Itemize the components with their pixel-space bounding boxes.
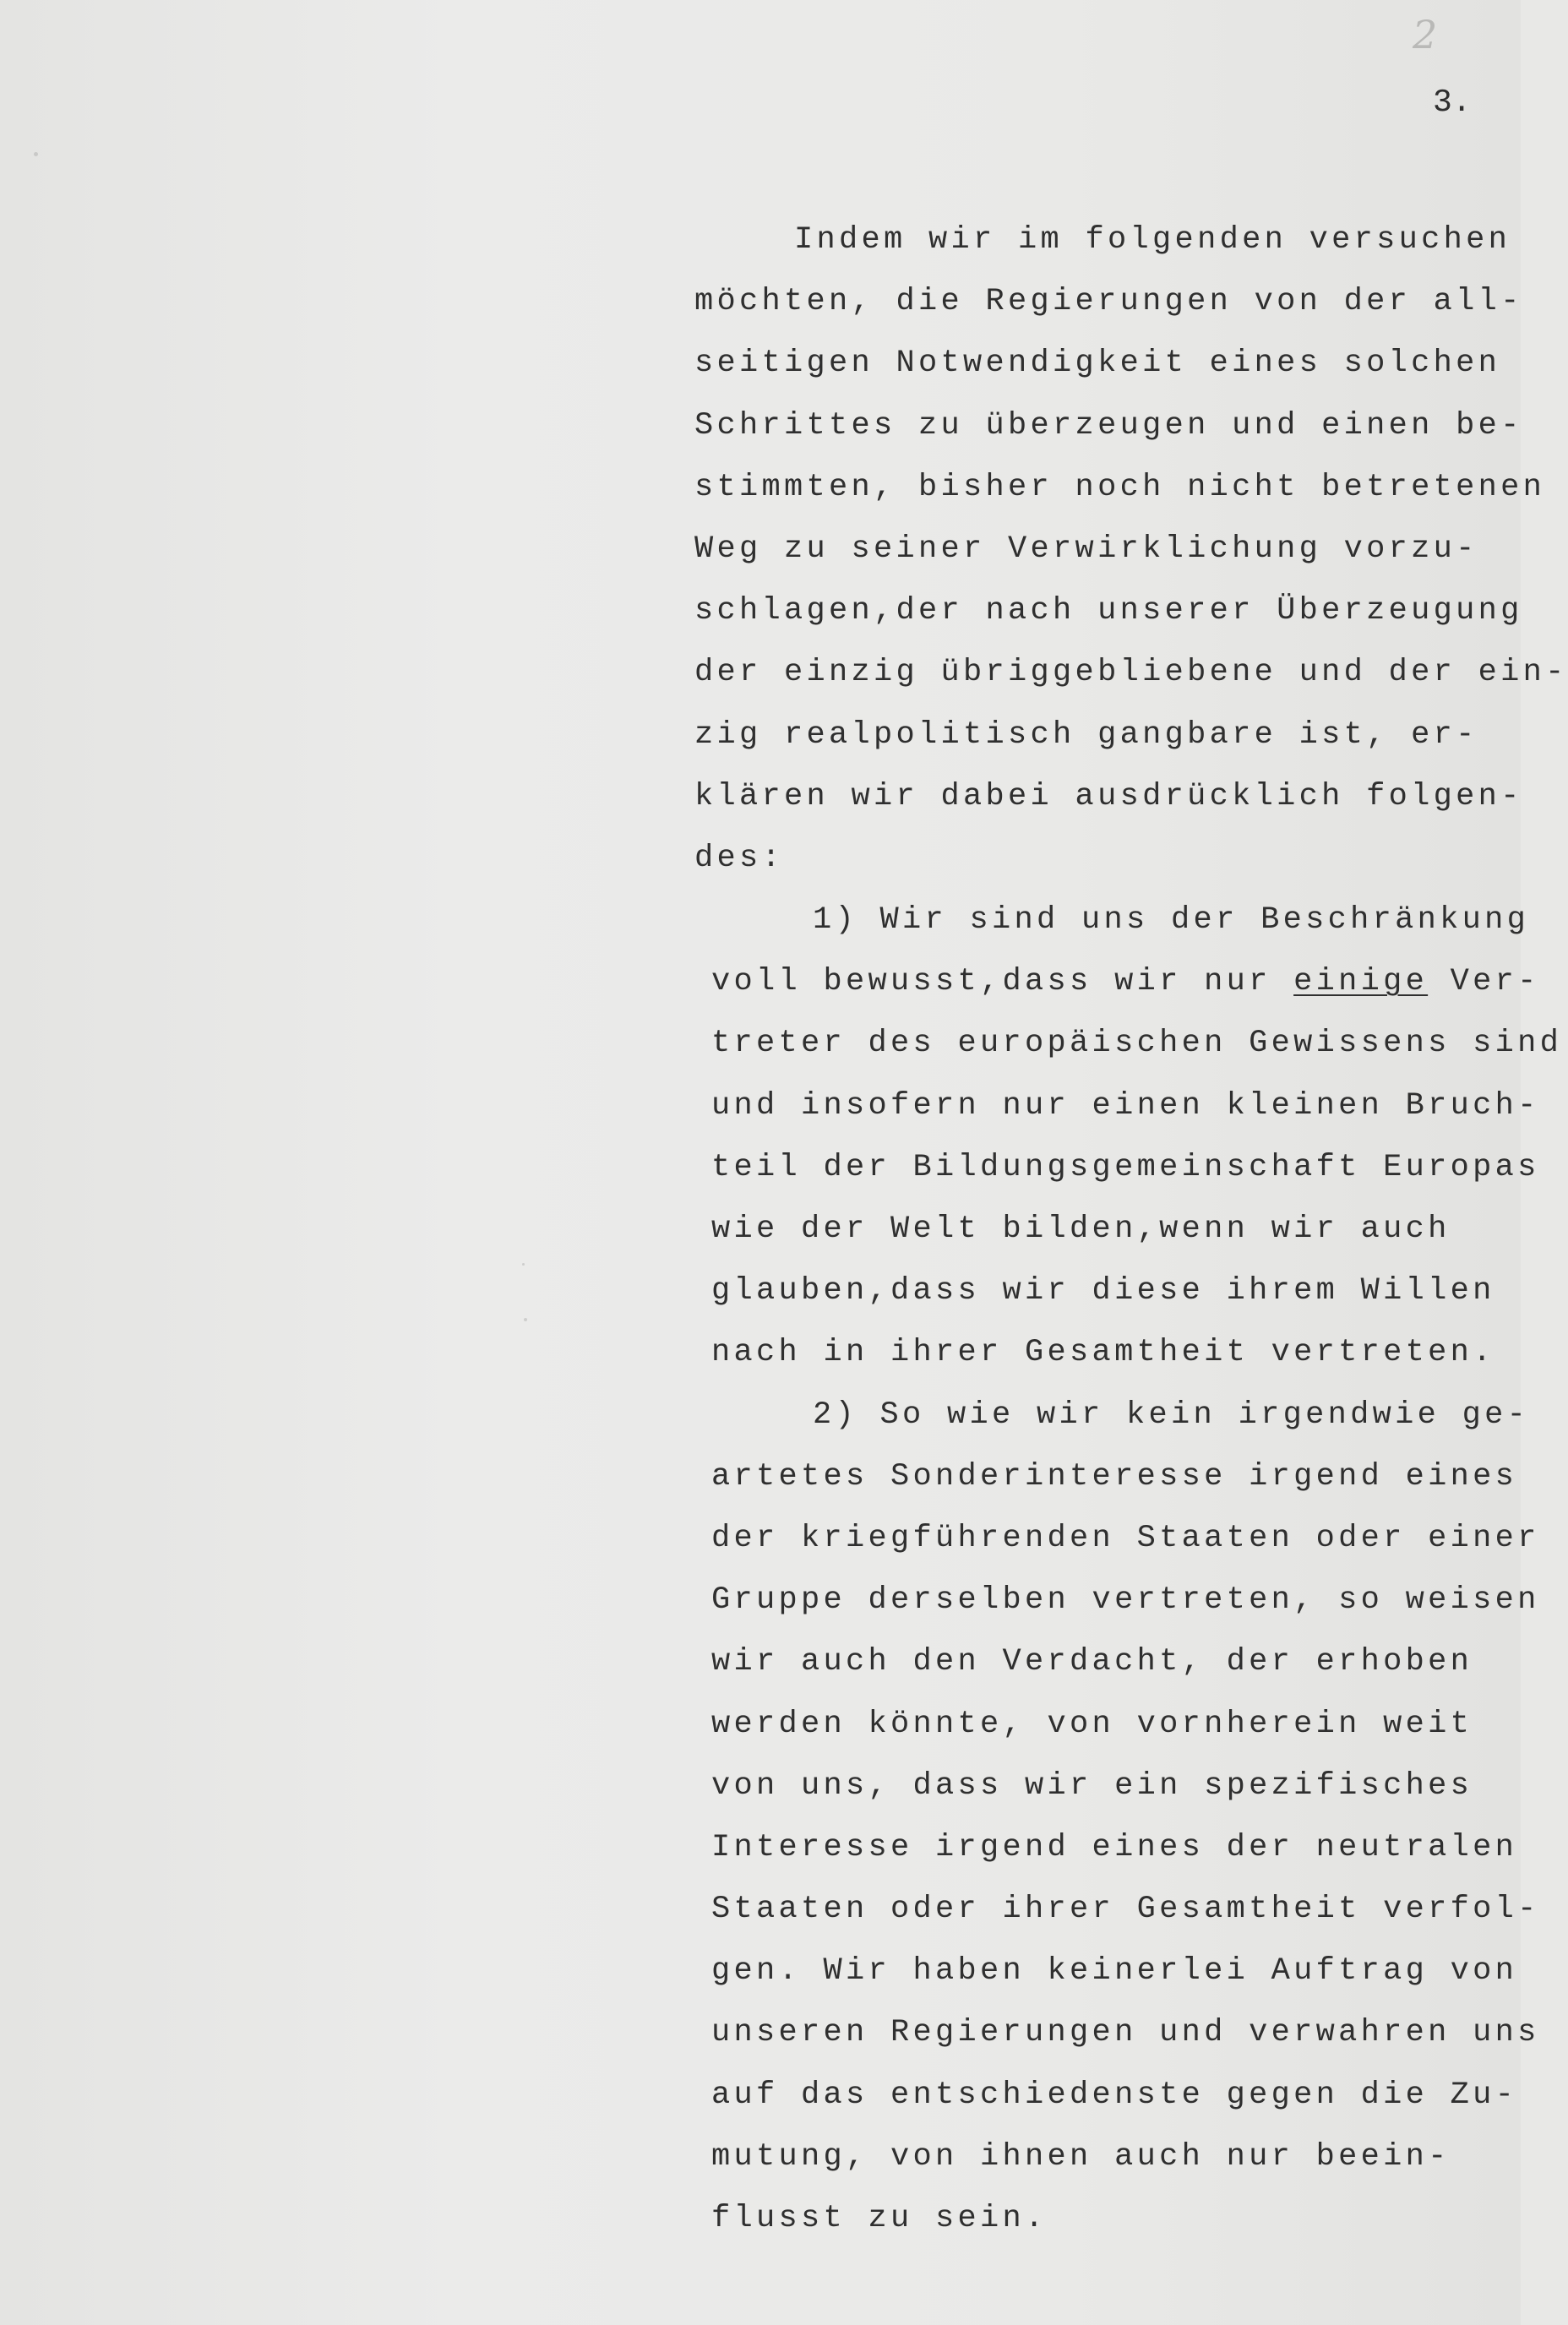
paper-speck [522,1263,525,1266]
text-line: stimmten, bisher noch nicht betretenen [694,469,1546,505]
body-text [694,210,1568,2250]
text-line: des: [694,840,785,876]
text-line: nach in ihrer Gesamtheit vertreten. [711,1335,1495,1371]
text-line: voll bewusst,dass wir nur einige Ver- [711,964,1540,1000]
text-line: mutung, von ihnen auch nur beein- [711,2138,1451,2175]
text-line: teil der Bildungsgemeinschaft Europas [711,1149,1540,1185]
text-line: 2) So wie wir kein irgendwie ge- [813,1397,1530,1433]
text-line: möchten, die Regierungen von der all- [694,284,1523,320]
paper-speck [34,152,38,156]
pencil-page-mark: 2 [1413,12,1438,57]
text-line: seitigen Notwendigkeit eines solchen [694,346,1501,382]
text-line: der einzig übriggebliebene und der ein- [694,655,1568,691]
text-line: schlagen,der nach unserer Überzeugung [694,593,1523,629]
text-line: Schrittes zu überzeugen und einen be- [694,407,1523,444]
text-line: von uns, dass wir ein spezifisches [711,1767,1473,1804]
text-line: unseren Regierungen und verwahren uns [711,2015,1540,2051]
paper-speck [524,1318,527,1321]
text-line: flusst zu sein. [711,2201,1048,2236]
text-line: werden könnte, von vornherein weit [711,1706,1473,1742]
text-line: treter des europäischen Gewissens sind [711,1026,1563,1062]
text-line: klären wir dabei ausdrücklich folgen- [694,778,1523,814]
text-line: zig realpolitisch gangbare ist, er- [694,716,1478,753]
text-line: und insofern nur einen kleinen Bruch- [711,1087,1540,1124]
page-number: 3. [1433,84,1472,121]
text-line: auf das entschiedenste gegen die Zu- [711,2077,1518,2113]
text-line: der kriegführenden Staaten oder einer [711,1520,1540,1556]
text-line: wir auch den Verdacht, der erhoben [711,1644,1473,1680]
text-line: Staaten oder ihrer Gesamtheit verfol- [711,1892,1540,1928]
underlined-word: einige [1293,964,1429,1000]
text-line: Interesse irgend eines der neutralen [711,1829,1518,1865]
text-line: Weg zu seiner Verwirklichung vorzu- [694,531,1478,567]
text-line: artetes Sonderinteresse irgend eines [711,1458,1518,1495]
text-line: 1) Wir sind uns der Beschränkung [813,902,1530,939]
text-line: glauben,dass wir diese ihrem Willen [711,1273,1495,1310]
text-line: gen. Wir haben keinerlei Auftrag von [711,1953,1518,1990]
text-line: wie der Welt bilden,wenn wir auch [711,1212,1451,1247]
text-line: Gruppe derselben vertreten, so weisen [711,1582,1540,1619]
text-line: Indem wir im folgenden versuchen [794,222,1511,258]
